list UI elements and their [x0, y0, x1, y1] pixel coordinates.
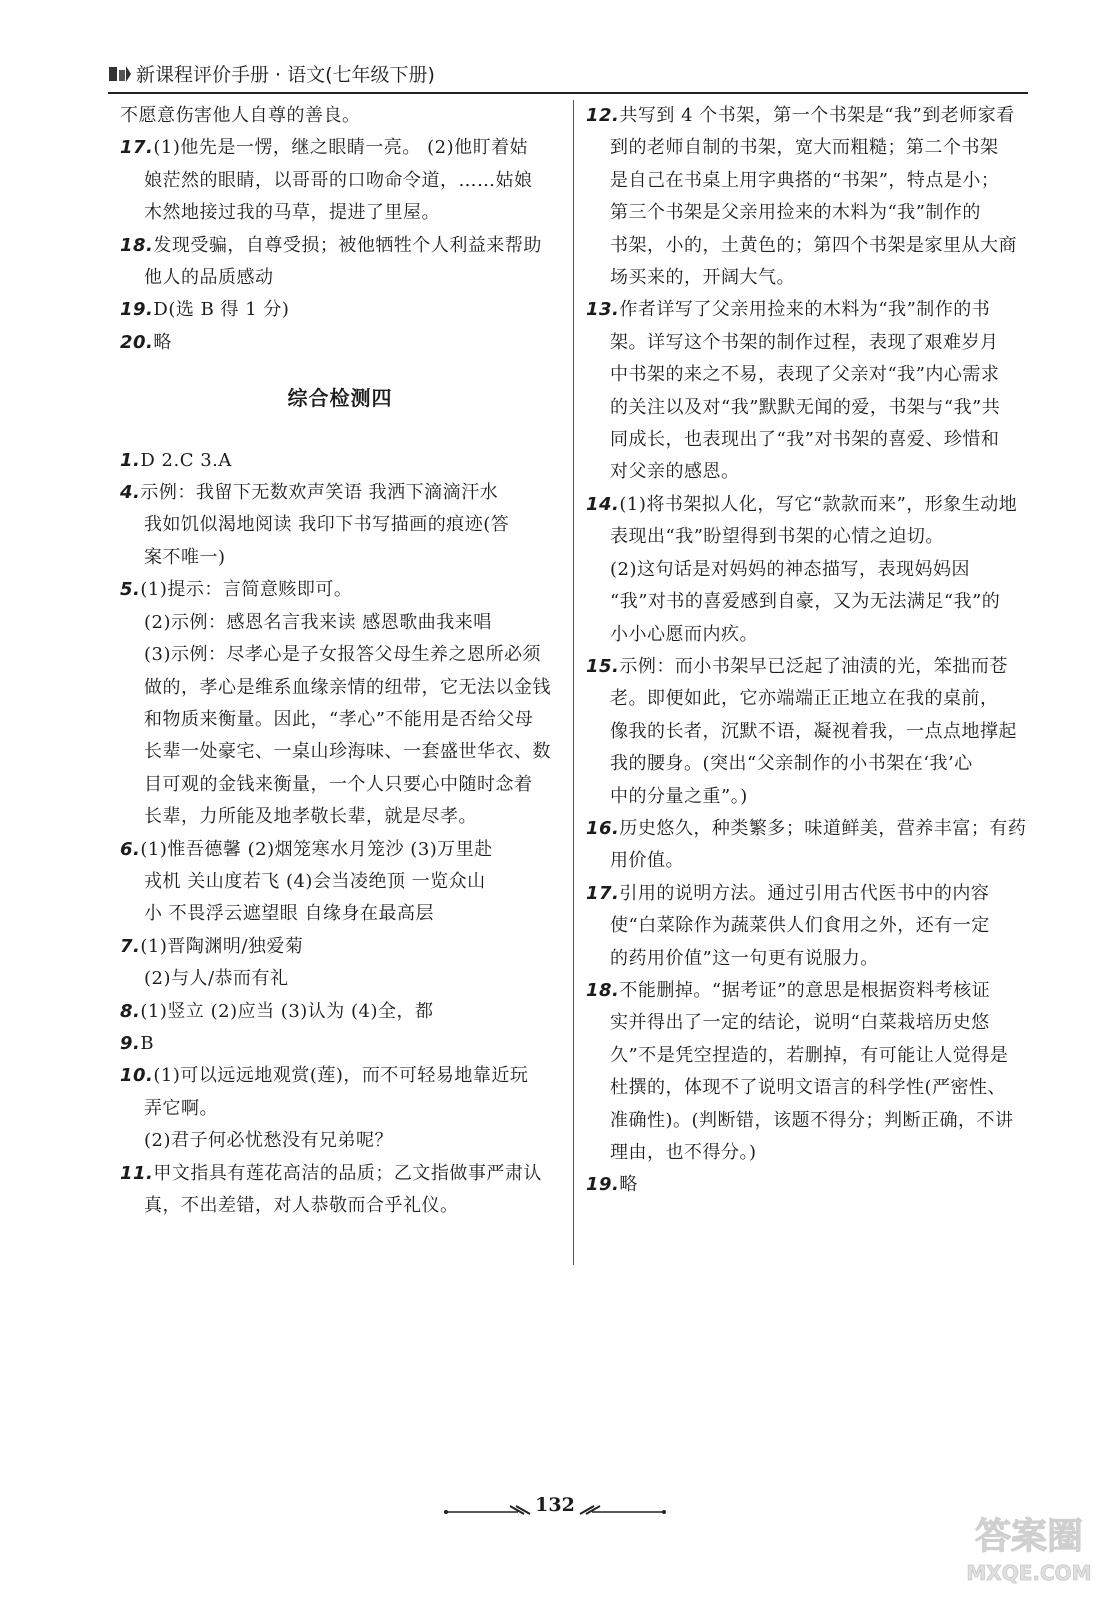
answer-text: 示例：我留下无数欢声笑语 我洒下滴滴汗水	[140, 482, 499, 504]
answer-line	[586, 586, 1028, 618]
question-number: 14.	[586, 493, 620, 515]
answer-text: 实并得出了一定的结论，说明“白菜栽培历史悠	[610, 1012, 990, 1034]
question-number: 19.	[586, 1174, 620, 1196]
question-number: 9.	[120, 1032, 141, 1054]
answer-text: 表现出“我”盼望得到书架的心情之迫切。	[610, 526, 944, 548]
answer-line	[586, 781, 1028, 813]
answer-line	[586, 456, 1028, 488]
question-number: 12.	[586, 105, 620, 126]
answer-line	[120, 607, 560, 639]
answer-item	[120, 1060, 560, 1125]
question-number: 10.	[120, 1065, 154, 1087]
answer-line	[586, 230, 1028, 262]
answer-text: 使“白菜除作为蔬菜供人们食用之外，还有一定	[610, 915, 990, 937]
answer-line	[586, 1105, 1028, 1137]
answer-line	[586, 716, 1028, 748]
answer-line	[120, 736, 560, 768]
question-number: 1.	[120, 449, 141, 471]
column-divider	[573, 100, 574, 1265]
answer-text: B	[140, 1032, 155, 1054]
answer-line	[120, 963, 560, 995]
answer-text: (1)竖立 (2)应当 (3)认为 (4)全，都	[140, 1000, 434, 1022]
answer-line	[586, 100, 1028, 132]
question-number: 13.	[586, 299, 620, 321]
answer-line	[120, 132, 560, 164]
answer-line	[120, 801, 560, 833]
answer-line	[120, 262, 560, 294]
question-number: 17.	[120, 137, 154, 159]
answer-item	[586, 651, 1028, 813]
answer-text: (1)提示：言简意赅即可。	[140, 579, 353, 601]
answer-text: D(选 B 得 1 分)	[153, 299, 290, 321]
answer-text: (1)惟吾德馨 (2)烟笼寒水月笼沙 (3)万里赴	[140, 838, 493, 860]
answer-text: 引用的说明方法。通过引用古代医书中的内容	[619, 882, 990, 904]
page-footer	[440, 1490, 670, 1530]
answer-text: 和物质来衡量。因此，“孝心”不能用是否给父母	[144, 708, 534, 730]
right-column	[586, 100, 1028, 1202]
answer-line	[120, 639, 560, 671]
answer-item	[120, 963, 560, 995]
question-number: 8.	[120, 1000, 141, 1022]
page-header	[108, 58, 1028, 94]
answer-line	[120, 834, 560, 866]
answer-item	[120, 1028, 560, 1060]
answer-line	[586, 943, 1028, 975]
answer-line	[586, 165, 1028, 197]
watermark-url: MXQE.COM	[966, 1561, 1092, 1585]
section-title: 综合检测四	[287, 386, 393, 411]
answer-item	[586, 975, 1028, 1169]
answer-item	[120, 1158, 560, 1223]
answer-item	[586, 878, 1028, 975]
answer-line	[586, 489, 1028, 521]
answer-line	[120, 672, 560, 704]
answer-text: 是自己在书桌上用字典搭的“书架”，特点是小；	[610, 169, 1000, 191]
answer-line	[120, 1060, 560, 1092]
answer-text: 长辈，力所能及地孝敬长辈，就是尽孝。	[144, 806, 477, 828]
answer-text: 甲文指具有莲花高洁的品质；乙文指做事严肃认	[153, 1162, 542, 1184]
answer-text: 用价值。	[610, 850, 684, 872]
answer-text: 小 不畏浮云遮望眼 自缘身在最高层	[144, 903, 434, 925]
answer-text: 架。详写这个书架的制作过程，表现了艰难岁月	[610, 331, 999, 353]
answer-line	[586, 197, 1028, 229]
answer-text: 我的腰身。(突出“父亲制作的小书架在‘我’心	[610, 753, 973, 775]
answer-item	[120, 931, 560, 963]
answer-line	[120, 477, 560, 509]
answer-line	[586, 424, 1028, 456]
answer-line	[120, 574, 560, 606]
answer-line	[586, 683, 1028, 715]
answer-line	[120, 100, 560, 132]
answer-line	[586, 910, 1028, 942]
answer-item	[120, 1125, 560, 1157]
answer-line	[586, 294, 1028, 326]
answer-text: (1)将书架拟人化，写它“款款而来”，形象生动地	[619, 493, 1018, 515]
answer-text: 发现受骗，自尊受损；被他牺牲个人利益来帮助	[153, 234, 542, 256]
answer-line	[586, 1072, 1028, 1104]
answer-text: 不愿意伤害他人自尊的善良。	[120, 105, 361, 126]
question-number: 18.	[586, 979, 620, 1001]
answer-line	[120, 294, 560, 326]
answer-line	[120, 165, 560, 197]
answer-text: “我”对书的喜爱感到自豪，又为无法满足“我”的	[610, 591, 1001, 613]
answer-line	[586, 845, 1028, 877]
answer-line	[586, 975, 1028, 1007]
answer-text: D 2.C 3.A	[140, 449, 232, 471]
answer-line	[120, 1158, 560, 1190]
answer-item	[120, 996, 560, 1028]
answer-text: (2)这句话是对妈妈的神态描写，表现妈妈因	[610, 558, 970, 580]
answer-text: (2)与人/恭而有礼	[144, 968, 289, 990]
answer-line	[120, 542, 560, 574]
answer-text: 书架，小的，土黄色的；第四个书架是家里从大商	[610, 234, 1017, 256]
answer-line	[586, 1137, 1028, 1169]
answer-text: (1)他先是一愣，继之眼睛一亮。 (2)他盯着姑	[153, 137, 529, 159]
answer-line	[586, 1007, 1028, 1039]
answer-text: 中书架的来之不易，表现了父亲对“我”内心需求	[610, 364, 1000, 386]
answer-line	[120, 230, 560, 262]
answer-text: 我如饥似渴地阅读 我印下书写描画的痕迹(答	[144, 514, 510, 536]
answer-item	[120, 132, 560, 229]
answer-text: 对父亲的感恩。	[610, 461, 740, 483]
answer-text: 的药用价值”这一句更有说服力。	[610, 947, 879, 969]
answer-item	[120, 574, 560, 606]
publisher-logo-icon	[108, 64, 132, 84]
answer-line	[586, 1169, 1028, 1201]
answer-line	[586, 1040, 1028, 1072]
answer-item	[586, 1169, 1028, 1201]
answer-line	[586, 554, 1028, 586]
running-title: 新课程评价手册 · 语文(七年级下册)	[136, 64, 435, 86]
answer-text: 他人的品质感动	[144, 267, 274, 289]
answer-item	[120, 327, 560, 359]
answer-item	[120, 230, 560, 295]
answer-text: 到的老师自制的书架，宽大而粗糙；第二个书架	[610, 137, 999, 159]
question-number: 17.	[586, 882, 620, 904]
watermark-logo	[964, 1500, 1094, 1590]
answer-line	[586, 327, 1028, 359]
question-number: 19.	[120, 299, 154, 321]
answer-line	[120, 509, 560, 541]
answer-text: 第三个书架是父亲用捡来的木料为“我”制作的	[610, 202, 981, 224]
answer-text: 弄它啊。	[144, 1097, 218, 1119]
answer-text: 久”不是凭空捏造的，若删掉，有可能让人觉得是	[610, 1044, 1009, 1066]
answer-text: 略	[153, 331, 172, 353]
question-number: 4.	[120, 482, 141, 504]
answer-text: 像我的长者，沉默不语，凝视着我，一点点地撑起	[610, 720, 1017, 742]
answer-line	[120, 866, 560, 898]
answer-text: 准确性)。(判断错，该题不得分；判断正确，不讲	[610, 1109, 1014, 1131]
watermark-text: 答案圈	[974, 1516, 1084, 1557]
answer-item	[120, 100, 560, 132]
answer-line	[586, 262, 1028, 294]
answer-item	[120, 639, 560, 833]
answer-text: 娘茫然的眼睛，以哥哥的口吻命令道，……姑娘	[144, 169, 533, 191]
left-column	[120, 100, 560, 1222]
question-number: 5.	[120, 579, 141, 601]
answer-item	[120, 834, 560, 931]
answer-text: 作者详写了父亲用捡来的木料为“我”制作的书	[619, 299, 991, 321]
question-number: 15.	[586, 655, 620, 677]
answer-text: 目可观的金钱来衡量，一个人只要心中随时念着	[144, 773, 533, 795]
answer-text: 杜撰的，体现不了说明文语言的科学性(严密性、	[610, 1077, 1007, 1099]
answer-line	[120, 1125, 560, 1157]
answer-line	[586, 392, 1028, 424]
answer-item	[586, 100, 1028, 294]
answer-text: 案不唯一)	[144, 546, 226, 568]
answer-text: 中的分量之重”。)	[610, 785, 748, 807]
answer-line	[586, 619, 1028, 651]
answer-line	[120, 197, 560, 229]
answer-line	[586, 359, 1028, 391]
answer-text: (2)示例：感恩名言我来读 感恩歌曲我来唱	[144, 611, 492, 633]
answer-line	[120, 769, 560, 801]
answer-text: (1)可以远远地观赏(莲)，而不可轻易地靠近玩	[153, 1065, 529, 1087]
answer-text: (2)君子何必忧愁没有兄弟呢？	[144, 1130, 393, 1152]
answer-line	[120, 1190, 560, 1222]
answer-text: 老。即便如此，它亦端端正正地立在我的桌前，	[610, 688, 999, 710]
answer-item	[120, 294, 560, 326]
question-number: 11.	[120, 1162, 154, 1184]
question-number: 7.	[120, 935, 141, 957]
answer-item	[586, 554, 1028, 651]
answer-text: 示例：而小书架早已泛起了油渍的光，笨拙而苍	[619, 655, 1008, 677]
answer-text: 历史悠久，种类繁多；味道鲜美，营养丰富；有药	[619, 817, 1027, 839]
answer-line	[586, 813, 1028, 845]
answer-text: 戎机 关山度若飞 (4)会当凌绝顶 一览众山	[144, 870, 486, 892]
answer-line	[120, 1028, 560, 1060]
answer-item	[120, 445, 560, 477]
answer-text: (3)示例：尽孝心是子女报答父母生养之恩所必须	[144, 644, 541, 666]
answer-text: 理由，也不得分。)	[610, 1142, 757, 1163]
question-number: 18.	[120, 234, 154, 256]
answer-text: 共写到 4 个书架，第一个书架是“我”到老师家看	[619, 105, 1015, 126]
answer-line	[120, 931, 560, 963]
answer-line	[120, 1093, 560, 1125]
answer-line	[120, 898, 560, 930]
answer-line	[586, 651, 1028, 683]
answer-line	[120, 704, 560, 736]
question-number: 6.	[120, 838, 141, 860]
answer-line	[120, 327, 560, 359]
answer-text: 木然地接过我的马草，提进了里屋。	[144, 202, 440, 224]
answer-line	[120, 445, 560, 477]
answer-text: 同成长，也表现出了“我”对书架的喜爱、珍惜和	[610, 429, 1000, 451]
answer-text: 场买来的，开阔大气。	[610, 267, 795, 289]
answer-line	[586, 132, 1028, 164]
answer-item	[586, 294, 1028, 488]
answer-line	[586, 521, 1028, 553]
answer-text: 的关注以及对“我”默默无闻的爱，书架与“我”共	[610, 396, 1001, 418]
answer-text: 小小心愿而内疚。	[610, 623, 758, 645]
answer-item	[120, 607, 560, 639]
answer-text: 做的，孝心是维系血缘亲情的纽带，它无法以金钱	[144, 676, 551, 698]
page-number: 132	[535, 1494, 575, 1516]
answer-line	[586, 748, 1028, 780]
answer-text: (1)晋陶渊明/独爱菊	[140, 935, 304, 957]
answer-line	[586, 878, 1028, 910]
answer-text: 不能删掉。“据考证”的意思是根据资料考核证	[619, 979, 991, 1001]
answer-text: 略	[619, 1174, 638, 1196]
answer-item	[586, 813, 1028, 878]
answer-text: 真，不出差错，对人恭敬而合乎礼仪。	[144, 1195, 459, 1216]
answer-item	[120, 477, 560, 574]
question-number: 16.	[586, 817, 620, 839]
answer-line	[120, 996, 560, 1028]
answer-text: 长辈一处豪宅、一桌山珍海味、一套盛世华衣、数	[144, 741, 551, 763]
answer-item	[586, 489, 1028, 554]
question-number: 20.	[120, 331, 154, 353]
